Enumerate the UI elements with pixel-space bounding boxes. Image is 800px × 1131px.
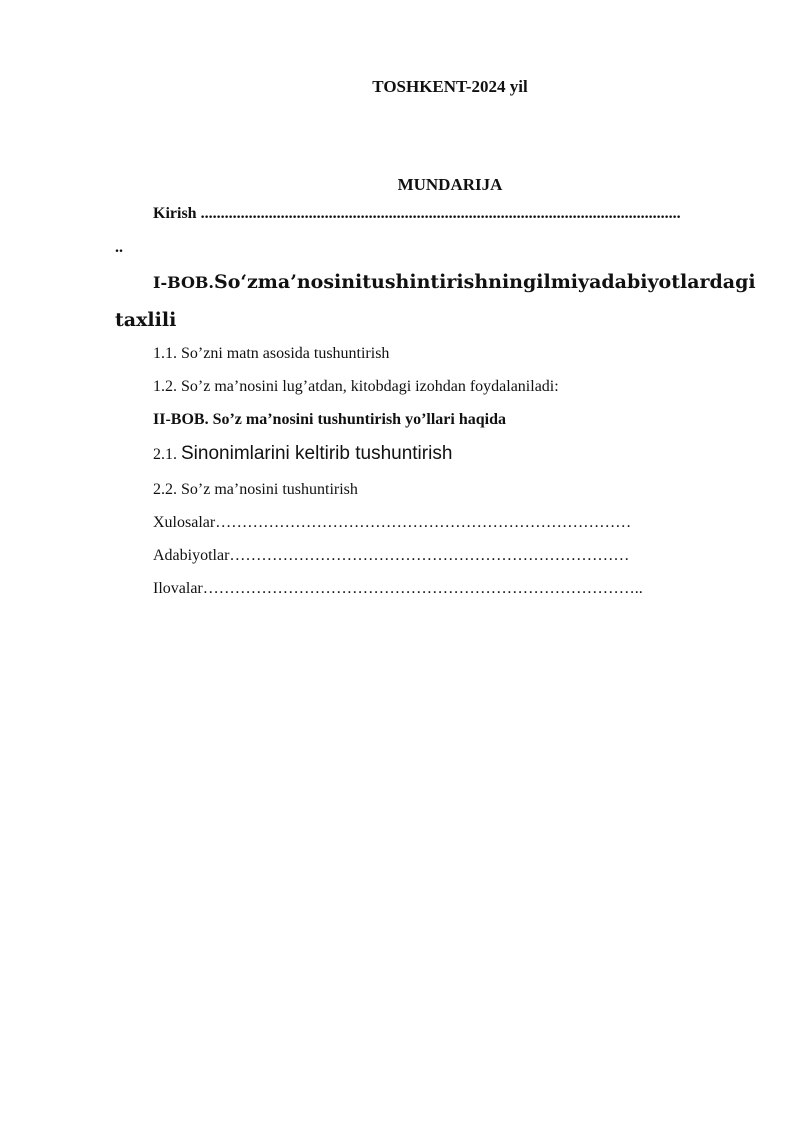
toc-item-2-1-text: Sinonimlarini keltirib tushuntirish	[181, 443, 453, 464]
toc-intro-label: Kirish	[153, 205, 197, 222]
toc-item-2-1	[153, 443, 452, 465]
toc-item-2-2: 2.2. So’z ma’nosini tushuntirish	[153, 481, 358, 498]
toc-item-1-2: 1.2. So’z ma’nosini lug’atdan, kitobdagi izohdan foydalaniladi:	[153, 378, 559, 395]
toc-intro-dots-continued: ..	[115, 239, 123, 256]
toc-conclusions-dots: ……………………………………………………………………	[215, 514, 632, 531]
toc-item-1-1: 1.1. So’zni matn asosida tushuntirish	[153, 345, 390, 362]
toc-appendices-label: Ilovalar	[153, 580, 203, 597]
toc-chapter-2: II-BOB. So’z ma’nosini tushuntirish yo’llari haqida	[153, 411, 506, 428]
chapter-1-word: tushintirishning	[362, 271, 537, 293]
chapter-1-word: ma’nosini	[257, 271, 363, 293]
toc-title: MUNDARIJA	[397, 175, 503, 194]
chapter-1-word: adabiyotlardagi	[589, 271, 756, 293]
toc-chapter-1	[153, 271, 756, 293]
toc-conclusions-label: Xulosalar	[153, 514, 216, 531]
toc-intro	[153, 205, 745, 223]
toc-conclusions	[153, 514, 631, 532]
chapter-1-word: So‘z	[213, 271, 258, 293]
toc-appendices-dots: ………………………………………………………………………..	[202, 580, 643, 597]
chapter-1-prefix: I-BOB.	[153, 273, 214, 292]
city-year-heading: TOSHKENT-2024 yil	[372, 77, 528, 96]
toc-item-2-1-number: 2.1.	[153, 446, 177, 463]
chapter-1-continuation: taxlili	[115, 309, 177, 331]
toc-references-dots: …………………………………………………………………	[229, 547, 630, 564]
toc-intro-dots: ........................................................................................................................	[200, 205, 681, 222]
toc-references-label: Adabiyotlar	[153, 547, 230, 564]
toc-references	[153, 547, 629, 565]
chapter-1-word: ilmiy	[536, 271, 590, 293]
toc-appendices	[153, 580, 643, 598]
